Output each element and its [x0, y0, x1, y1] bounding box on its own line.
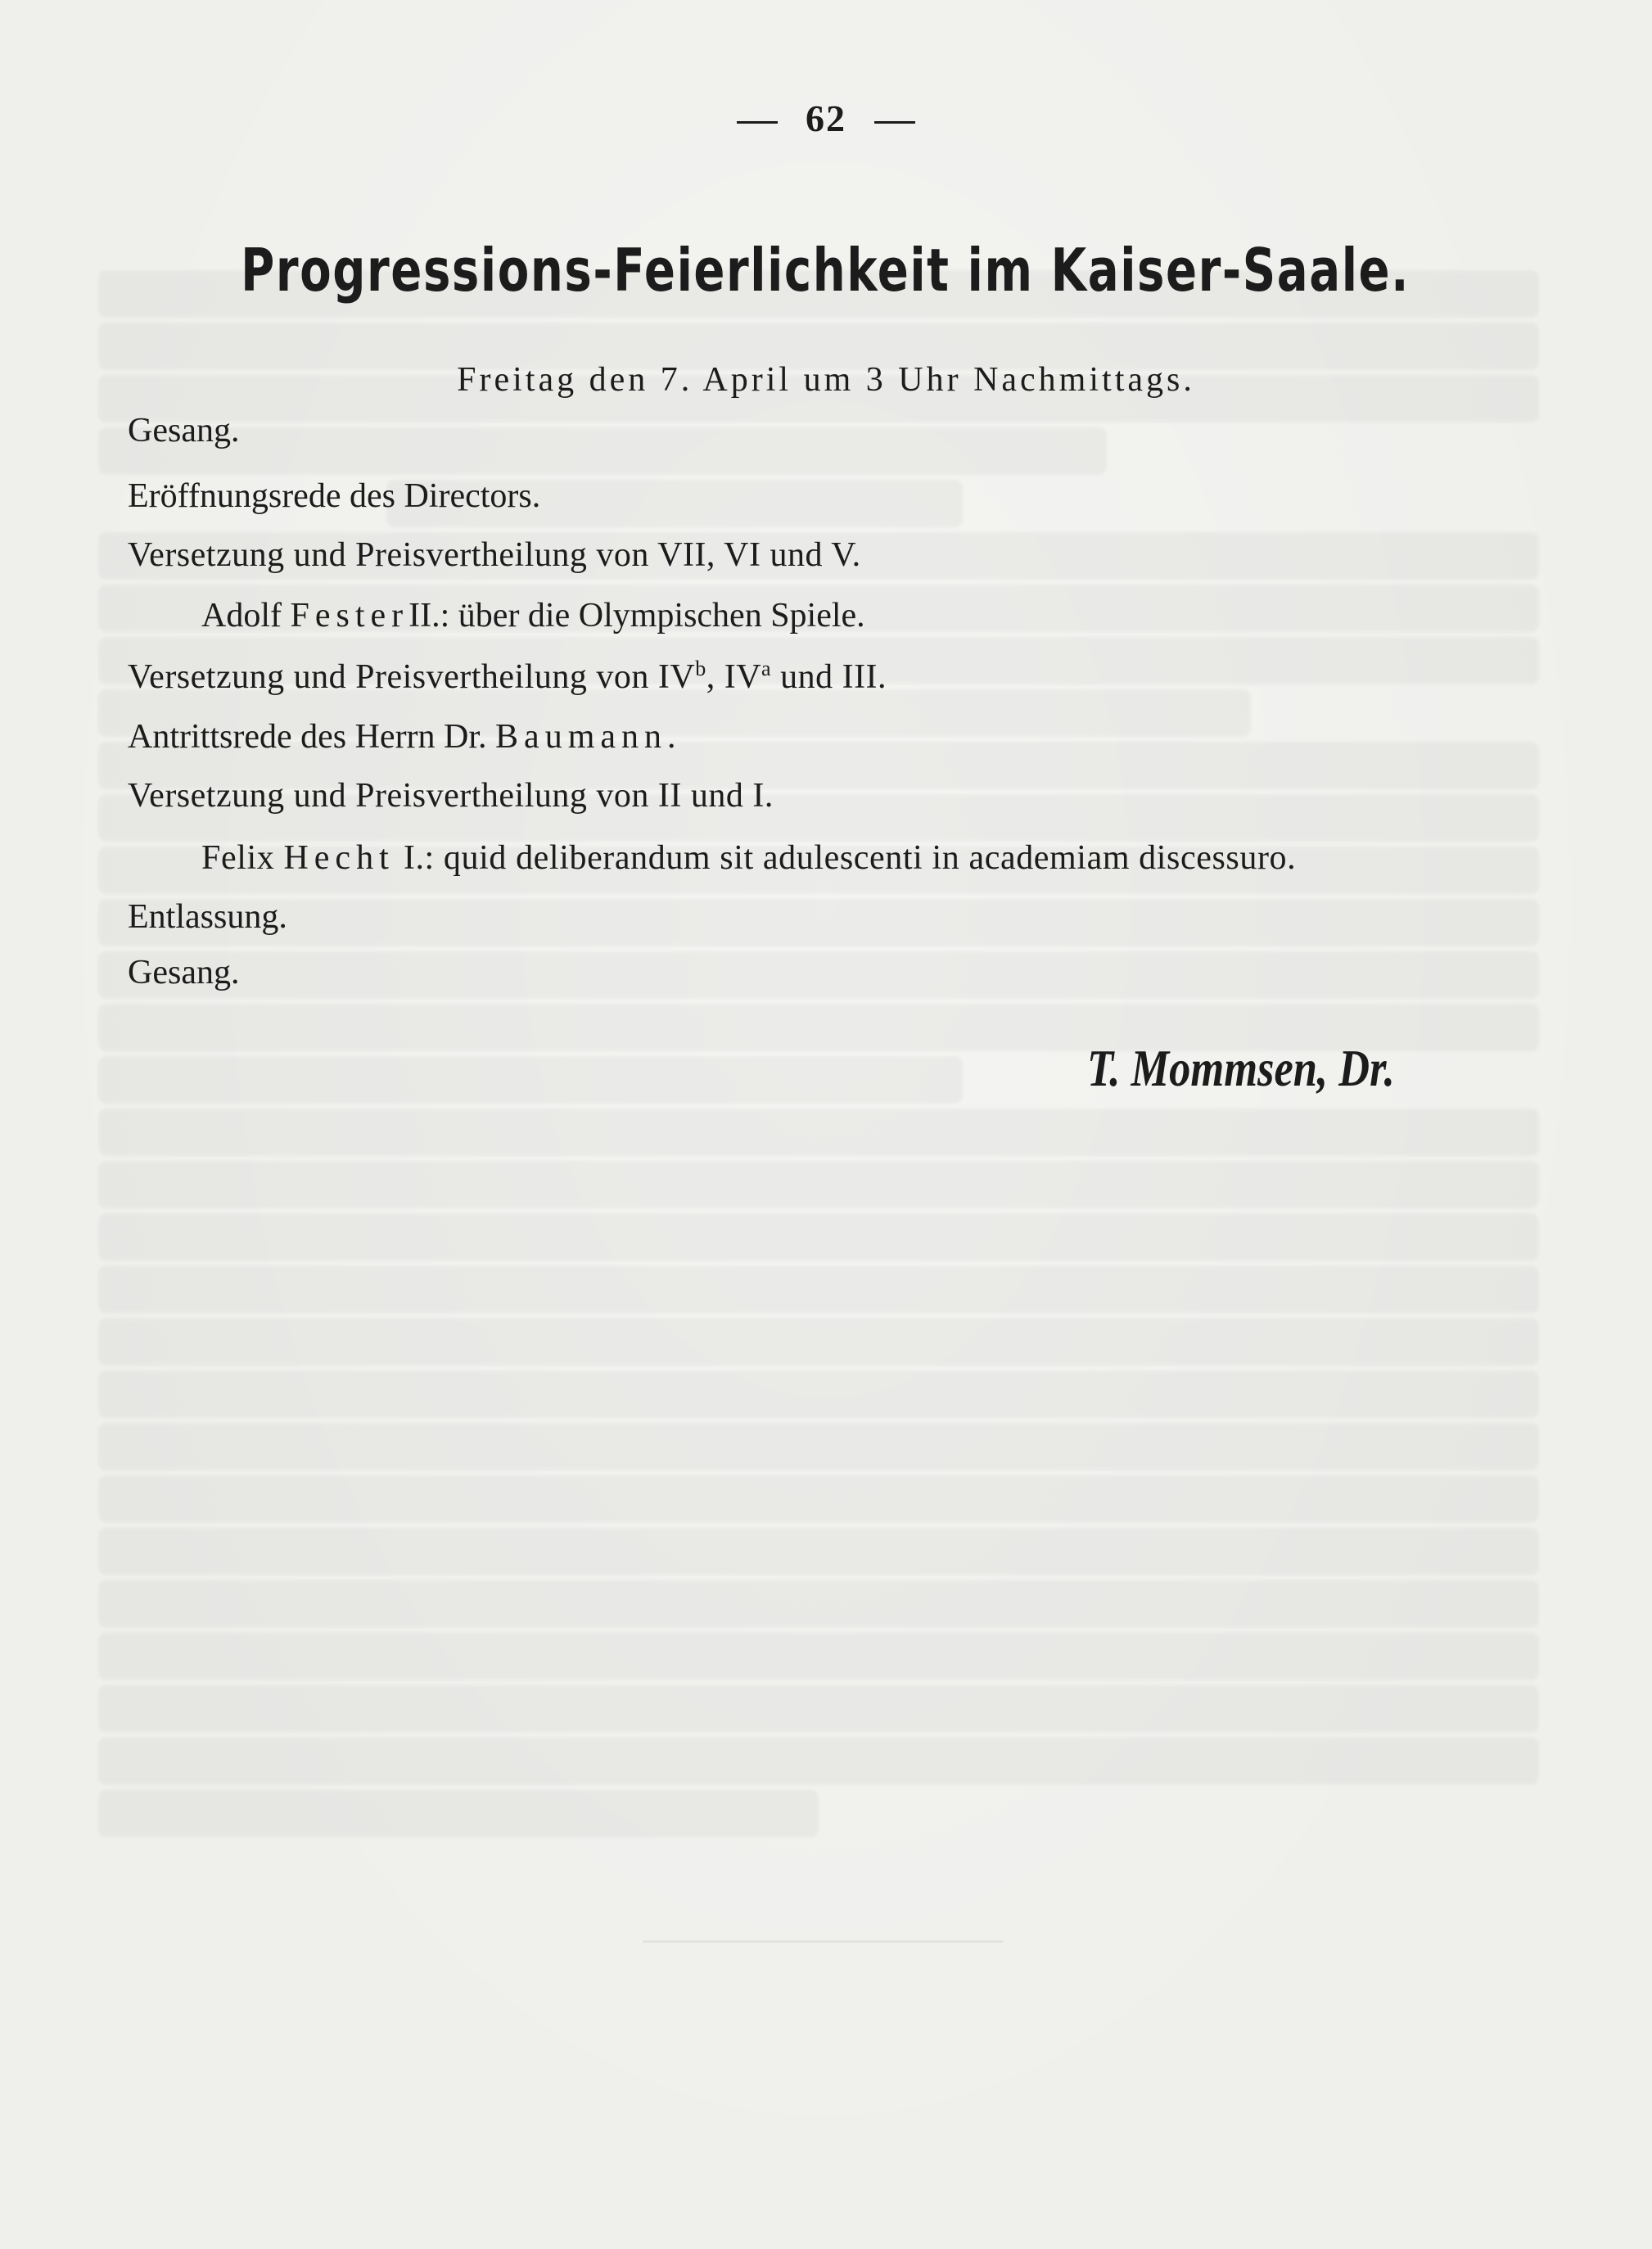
program-item-gesang-closing: Gesang.	[128, 954, 240, 991]
promotion-text-suffix: und III.	[771, 658, 887, 696]
superscript-a: a	[761, 657, 772, 680]
program-item-opening-speech: Eröffnungsrede des Directors.	[128, 477, 541, 515]
inaugural-name: Baumann	[495, 718, 668, 756]
speaker-surname: Fester	[290, 597, 409, 635]
program-item-promotion-middle	[128, 657, 887, 697]
page-number-dash-right	[874, 121, 915, 124]
program-item-dismissal: Entlassung.	[128, 898, 287, 936]
speech-topic: II.: über die Olympischen Spiele.	[408, 597, 865, 635]
superscript-b: b	[695, 657, 706, 680]
inaugural-prefix: Antrittsrede des Herrn Dr.	[128, 718, 487, 756]
program-item-promotion-upper: Versetzung und Preisvertheilung von II und I.	[128, 777, 774, 815]
page-number	[0, 97, 1652, 140]
speaker-first-name: Felix	[201, 839, 275, 877]
event-date-line: Freitag den 7. April um 3 Uhr Nachmittags.	[457, 361, 1195, 399]
show-through-rule	[643, 1940, 1003, 1943]
promotion-text-prefix: Versetzung und Preisvertheilung von IV	[128, 658, 696, 696]
inaugural-suffix: .	[667, 718, 676, 756]
program-item-gesang-opening: Gesang.	[128, 412, 240, 449]
promotion-text-mid: , IV	[706, 658, 762, 696]
program-item-speech-fester	[201, 596, 865, 635]
page-number-dash-left	[737, 121, 778, 124]
speech-topic: I.: quid deliberandum sit adulescenti in academiam discessuro.	[403, 839, 1297, 877]
speaker-surname: Hecht	[283, 839, 395, 877]
signature: T. Mommsen, Dr.	[1087, 1039, 1395, 1097]
program-item-inaugural-speech	[128, 717, 676, 756]
program-item-speech-hecht	[201, 838, 1296, 878]
program-item-promotion-lower: Versetzung und Preisvertheilung von VII, VI und V.	[128, 536, 861, 574]
speaker-first-name: Adolf	[201, 597, 282, 635]
page-number-value: 62	[806, 97, 846, 139]
page-title: Progressions-Feierlichkeit im Kaiser-Saale.	[241, 236, 1411, 305]
